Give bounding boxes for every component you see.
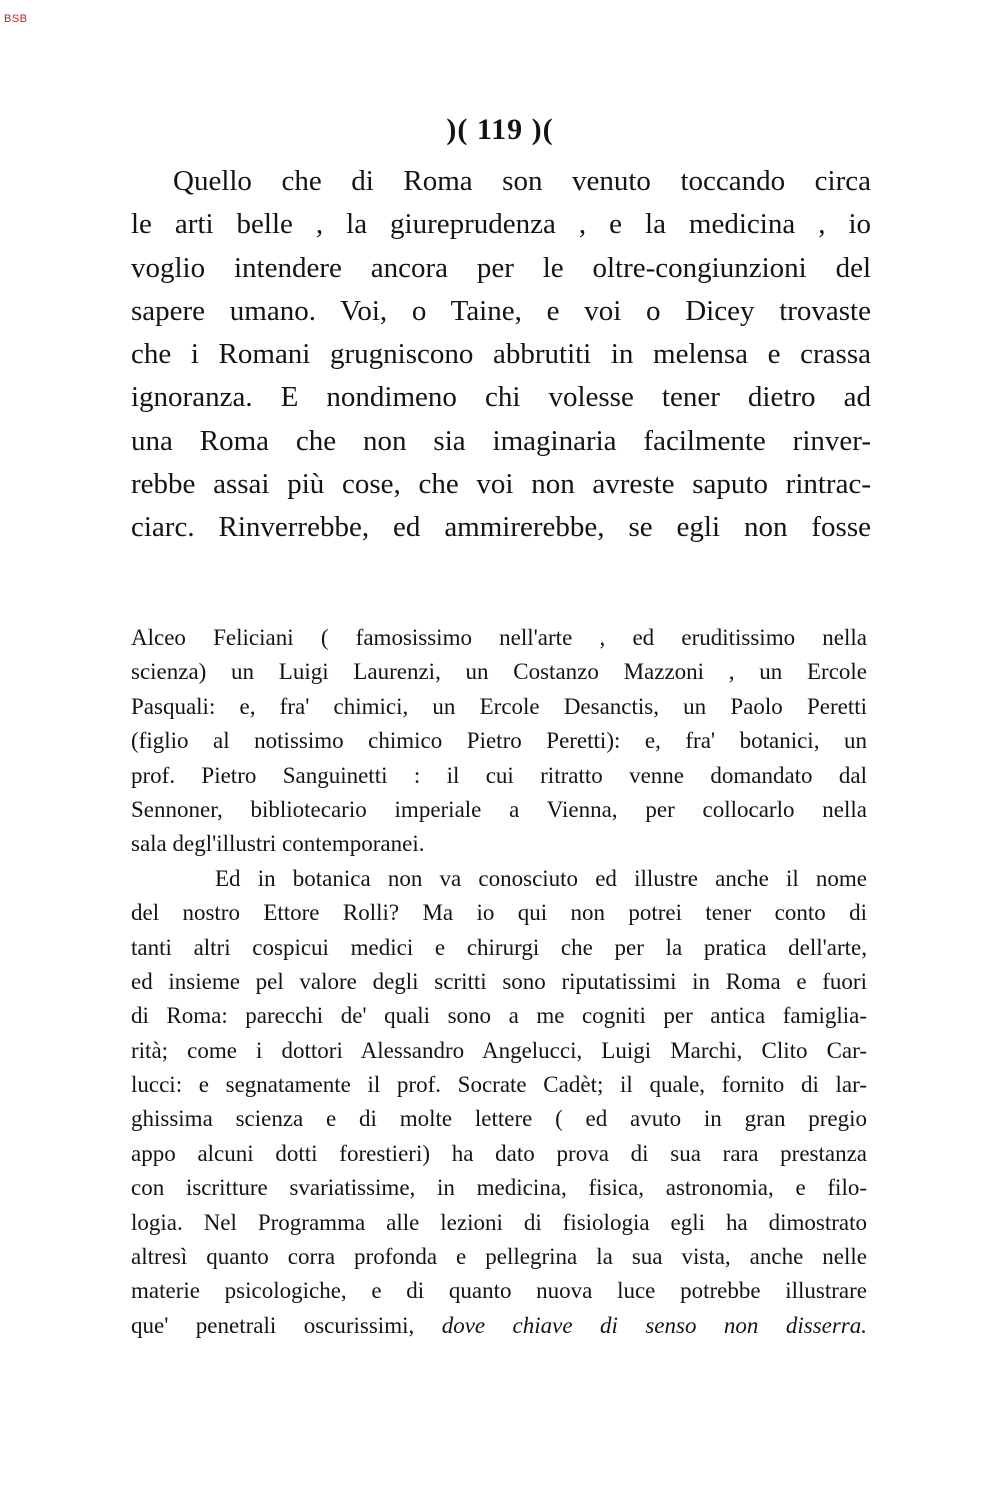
footnote-line: rità; come i dottori Alessandro Angelucci, Luigi Marchi, Clito Car- (131, 1037, 867, 1063)
text-line: ignoranza. E nondimeno chi volesse tener dietro ad (131, 381, 871, 414)
main-text-block (131, 160, 871, 550)
footnote-line: appo alcuni dotti forestieri) ha dato prova di sua rara prestanza (131, 1140, 867, 1166)
text-line: che i Romani grugniscono abbrutiti in melensa e crassa (131, 338, 871, 371)
footnote-line: con iscritture svariatissime, in medicina, fisica, astronomia, e filo- (131, 1175, 867, 1201)
text-line: una Roma che non sia imaginaria facilmente rinver- (131, 424, 871, 457)
text-line: rebbe assai più cose, che voi non avreste saputo rintrac- (131, 468, 871, 501)
footnote-line: ed insieme pel valore degli scritti sono riputatissimi in Roma e fuori (131, 968, 867, 994)
text-line: ciarc. Rinverrebbe, ed ammirerebbe, se egli non fosse (131, 511, 871, 544)
footnote-line: scienza) un Luigi Laurenzi, un Costanzo Mazzoni , un Ercole (131, 659, 867, 685)
text-line: le arti belle , la giureprudenza , e la medicina , io (131, 208, 871, 241)
footnote-line: altresì quanto corra profonda e pellegrina la sua vista, anche nelle (131, 1244, 867, 1270)
footnote-line: Ed in botanica non va conosciuto ed illustre anche il nome (215, 865, 867, 891)
footnote-line: tanti altri cospicui medici e chirurgi che per la pratica dell'arte, (131, 934, 867, 960)
footnote-block (131, 621, 867, 1343)
footnote-line: logia. Nel Programma alle lezioni di fisiologia egli ha dimostrato (131, 1209, 867, 1235)
text-line: voglio intendere ancora per le oltre-congiunzioni del (131, 251, 871, 284)
footnote-last-line (131, 1309, 867, 1343)
footnote-line: sala degl'illustri contemporanei. (131, 831, 425, 857)
footnote-line: lucci: e segnatamente il prof. Socrate Cadèt; il quale, fornito di lar- (131, 1072, 867, 1098)
footnote-quotation: dove chiave di senso non disserra. (441, 1312, 867, 1338)
footnote-line: Pasquali: e, fra' chimici, un Ercole Desanctis, un Paolo Peretti (131, 693, 867, 719)
footnote-last-line-roman: que' penetrali oscurissimi, (131, 1312, 442, 1338)
watermark: BSB (4, 13, 28, 25)
page-number: )( 119 )( (446, 113, 554, 146)
footnote-line: del nostro Ettore Rolli? Ma io qui non potrei tener conto di (131, 900, 867, 926)
footnote-line: (figlio al notissimo chimico Pietro Peretti): e, fra' botanici, un (131, 728, 867, 754)
text-line: Quello che di Roma son venuto toccando circa (173, 165, 871, 197)
footnote-line: Alceo Feliciani ( famosissimo nell'arte , ed eruditissimo nella (131, 625, 867, 650)
footnote-line: ghissima scienza e di molte lettere ( ed avuto in gran pregio (131, 1106, 867, 1132)
footnote-line: prof. Pietro Sanguinetti : il cui ritratto venne domandato dal (131, 762, 867, 788)
footnote-line: di Roma: parecchi de' quali sono a me cogniti per antica famiglia- (131, 1003, 867, 1029)
text-line: sapere umano. Voi, o Taine, e voi o Dicey trovaste (131, 294, 871, 327)
footnote-line: Sennoner, bibliotecario imperiale a Vienna, per collocarlo nella (131, 796, 867, 822)
footnote-line: materie psicologiche, e di quanto nuova luce potrebbe illustrare (131, 1278, 867, 1304)
